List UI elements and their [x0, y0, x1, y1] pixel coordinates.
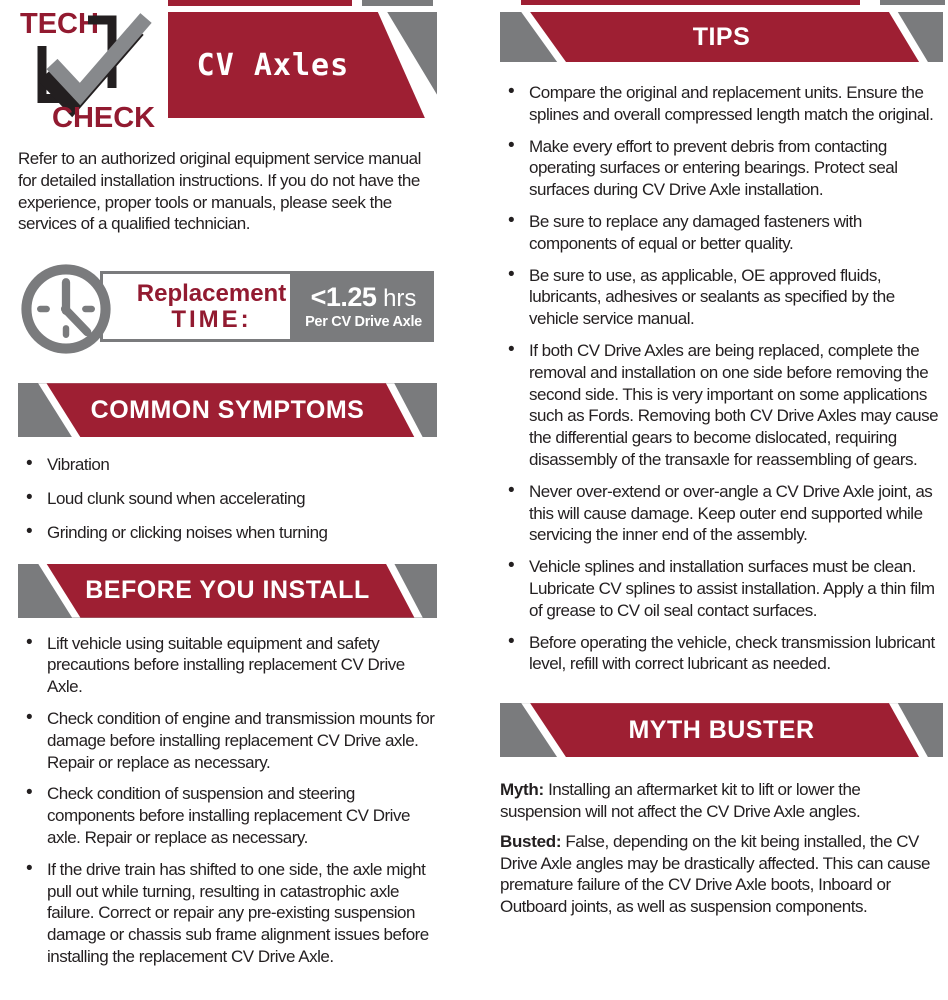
- tech-check-logo: [18, 6, 168, 130]
- list-item: • If both CV Drive Axles are being replaced, complete the removal and installation on one side before removing the second side. This is very important on some applications such as Fords. Removing both CV Drive Axles may cause the differential gears to become dislocated, requiring disassembly of the transaxle for reassembling of gears.: [508, 340, 943, 471]
- replacement-time-value: <1.25 hrs: [310, 282, 417, 313]
- list-item: • Compare the original and replacement units. Ensure the splines and overall compressed length match the original.: [508, 82, 943, 126]
- myth-buster-content: [500, 779, 943, 918]
- list-item: • Vibration: [26, 454, 437, 476]
- busted-text: False, depending on the kit being installed, the CV Drive Axle angles may be drastically affected. This can cause premature failure of the CV Drive Axle boots, Inboard or Outboard joints, as well as suspension components.: [500, 831, 930, 917]
- replacement-time-value-box: [293, 271, 434, 342]
- myth-buster-banner: [500, 703, 943, 757]
- list-item: • Grinding or clicking noises when turning: [26, 522, 437, 544]
- common-symptoms-list: [18, 454, 437, 543]
- myth-label: Myth:: [500, 780, 544, 800]
- list-item: • If the drive train has shifted to one side, the axle might pull out while turning, resulting in catastrophic axle failure. Correct or repair any pre-existing suspension damage or chassis sub frame alignment issues before installing the replacement CV Drive Axle.: [26, 859, 437, 968]
- list-item: • Be sure to use, as applicable, OE approved fluids, lubricants, adhesives or sealants as specified by the vehicle service manual.: [508, 265, 943, 330]
- title-banner: [168, 12, 437, 118]
- header-row: [18, 0, 437, 132]
- busted-paragraph: [500, 831, 943, 918]
- right-column: [500, 0, 943, 926]
- before-you-install-banner: [18, 564, 437, 618]
- replacement-time-unit: hrs: [376, 285, 417, 313]
- replacement-time-subtext: Per CV Drive Axle: [305, 314, 422, 331]
- replacement-time-label-box: [100, 271, 293, 342]
- myth-buster-title: MYTH BUSTER: [628, 715, 815, 744]
- list-item: • Before operating the vehicle, check transmission lubricant level, refill with correct lubricant as needed.: [508, 632, 943, 676]
- replacement-time-label-line1: Replacement: [136, 279, 287, 307]
- tips-banner: [500, 12, 943, 62]
- left-column: [18, 0, 437, 978]
- tips-list: [500, 82, 943, 675]
- tips-title: TIPS: [692, 22, 751, 51]
- page-title: CV Axles: [196, 47, 350, 83]
- list-item: • Never over-extend or over-angle a CV Drive Axle joint, as this will cause damage. Keep outer end supported while servicing the inner end of the assembly.: [508, 481, 943, 546]
- common-symptoms-banner: [18, 383, 437, 437]
- clock-icon: [20, 263, 112, 355]
- before-you-install-title: BEFORE YOU INSTALL: [85, 576, 370, 605]
- list-item: • Loud clunk sound when accelerating: [26, 488, 437, 510]
- logo-word-check: CHECK: [52, 102, 156, 130]
- busted-label: Busted:: [500, 831, 562, 851]
- list-item: • Make every effort to prevent debris from contacting operating surfaces or entering bearings. Protect seal surfaces during CV Drive Axle installation.: [508, 136, 943, 201]
- before-you-install-list: [18, 633, 437, 968]
- logo-word-tech: TECH: [20, 8, 99, 40]
- list-item: • Vehicle splines and installation surfaces must be clean. Lubricate CV splines to assist installation. Apply a thin film of grease to CV oil seal contact surfaces.: [508, 556, 943, 621]
- replacement-time-widget: [18, 263, 437, 355]
- common-symptoms-title: COMMON SYMPTOMS: [90, 395, 365, 424]
- intro-paragraph: Refer to an authorized original equipment service manual for detailed installation instructions. If you do not have the experience, proper tools or manuals, please seek the services of a qualified technician.: [18, 149, 421, 234]
- list-item: • Check condition of engine and transmission mounts for damage before installing replacement CV Drive axle. Repair or replace as necessary.: [26, 708, 437, 773]
- list-item: • Lift vehicle using suitable equipment and safety precautions before installing replacement CV Drive Axle.: [26, 633, 437, 698]
- myth-paragraph: [500, 779, 943, 823]
- replacement-time-label-line2: TIME:: [171, 305, 252, 333]
- list-item: • Check condition of suspension and steering components before installing replacement CV Drive axle. Repair or replace as necessary.: [26, 783, 437, 848]
- list-item: • Be sure to replace any damaged fasteners with components of equal or better quality.: [508, 211, 943, 255]
- myth-text: Installing an aftermarket kit to lift or lower the suspension will not affect the CV Drive Axle angles.: [500, 780, 861, 821]
